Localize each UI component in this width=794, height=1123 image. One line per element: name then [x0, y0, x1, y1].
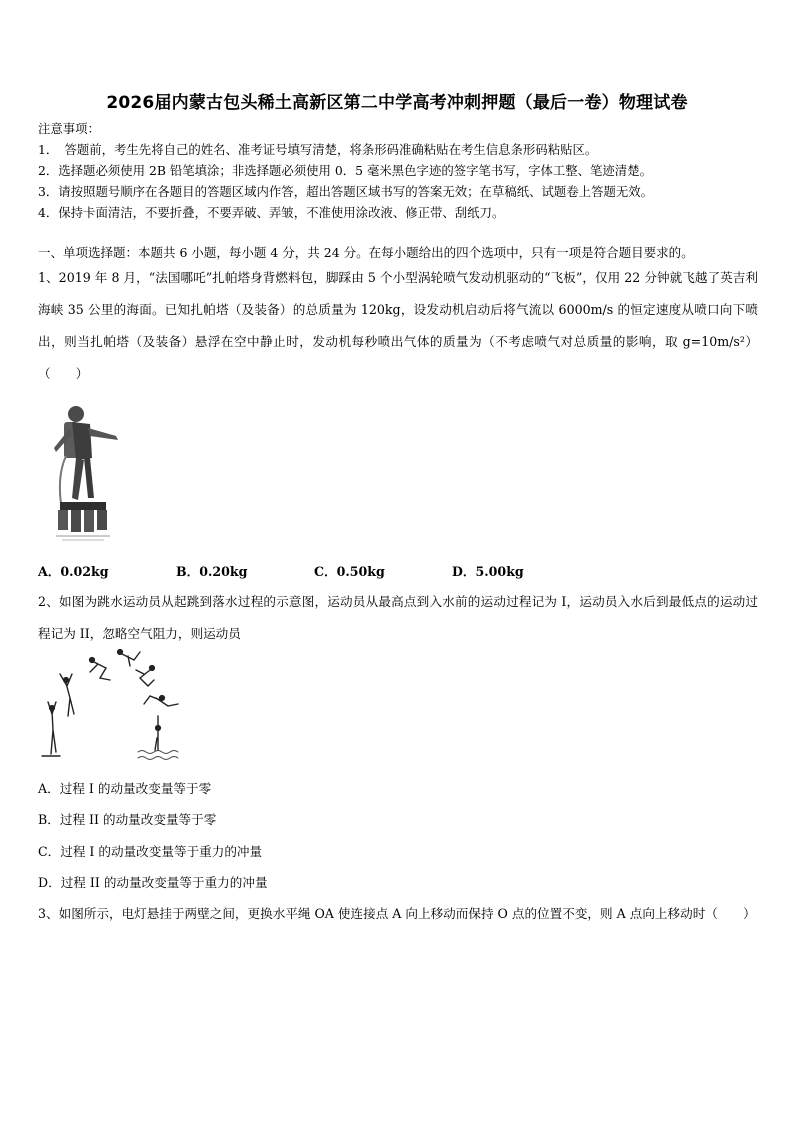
q2-option-b: B．过程 II 的动量改变量等于零 [38, 812, 217, 827]
question-2-text: 2、如图为跳水运动员从起跳到落水过程的示意图，运动员从最高点到入水前的运动过程记为 I，运动员入水后到最低点的运动过程记为 II，忽略空气阻力，则运动员 [38, 594, 758, 641]
notice-heading: 注意事项： [38, 121, 100, 136]
q1-option-c: C．0.50kg [314, 564, 385, 579]
flyboard-figure [38, 398, 130, 546]
notice-item-3: 3．请按照题号顺序在各题目的答题区域内作答，超出答题区域书写的答案无效；在草稿纸、试题卷上答题无效。 [38, 184, 654, 199]
q1-option-b: B．0.20kg [176, 564, 248, 579]
notice-item-2: 2．选择题必须使用 2B 铅笔填涂；非选择题必须使用 0．5 毫米黑色字迹的签字笔书写，字体工整、笔迹清楚。 [38, 163, 652, 178]
page-title: 2026届内蒙古包头稀土高新区第二中学高考冲刺押题（最后一卷）物理试卷 [106, 93, 688, 113]
q1-option-a: A．0.02kg [38, 564, 109, 579]
diving-sequence-figure [40, 646, 190, 766]
notice-item-4: 4．保持卡面清洁，不要折叠，不要弄破、弄皱，不准使用涂改液、修正带、刮纸刀。 [38, 205, 505, 220]
q2-option-d: D．过程 II 的动量改变量等于重力的冲量 [38, 875, 268, 890]
question-3-text: 3、如图所示，电灯悬挂于两壁之间，更换水平绳 OA 使连接点 A 向上移动而保持 O 点的位置不变，则 A 点向上移动时（ ） [38, 906, 756, 921]
question-1-text: 1、2019 年 8 月，“法国哪吒”扎帕塔身背燃料包，脚踩由 5 个小型涡轮喷气发动机驱动的“飞板”，仅用 22 分钟就飞越了英吉利海峡 35 公里的海面。已知扎帕塔（及装备）的总质量为 120kg，设发动机启动后将气流以 6000m/s 的恒定速度从喷口向下喷出，则当扎帕塔（及装备）悬浮在空中静止时，发动机每秒喷出气体的质量为（不考虑喷气对总质量的影响，取 g=10m/s²）（ ） [38, 270, 758, 381]
q2-option-a: A．过程 I 的动量改变量等于零 [38, 781, 212, 796]
q2-option-c: C．过程 I 的动量改变量等于重力的冲量 [38, 844, 263, 859]
q1-option-d: D．5.00kg [452, 564, 524, 579]
section-heading: 一、单项选择题：本题共 6 小题，每小题 4 分，共 24 分。在每小题给出的四个选项中，只有一项是符合题目要求的。 [38, 245, 694, 260]
notice-item-1: 1． 答题前，考生先将自己的姓名、准考证号填写清楚，将条形码准确粘贴在考生信息条形码粘贴区。 [38, 142, 598, 157]
